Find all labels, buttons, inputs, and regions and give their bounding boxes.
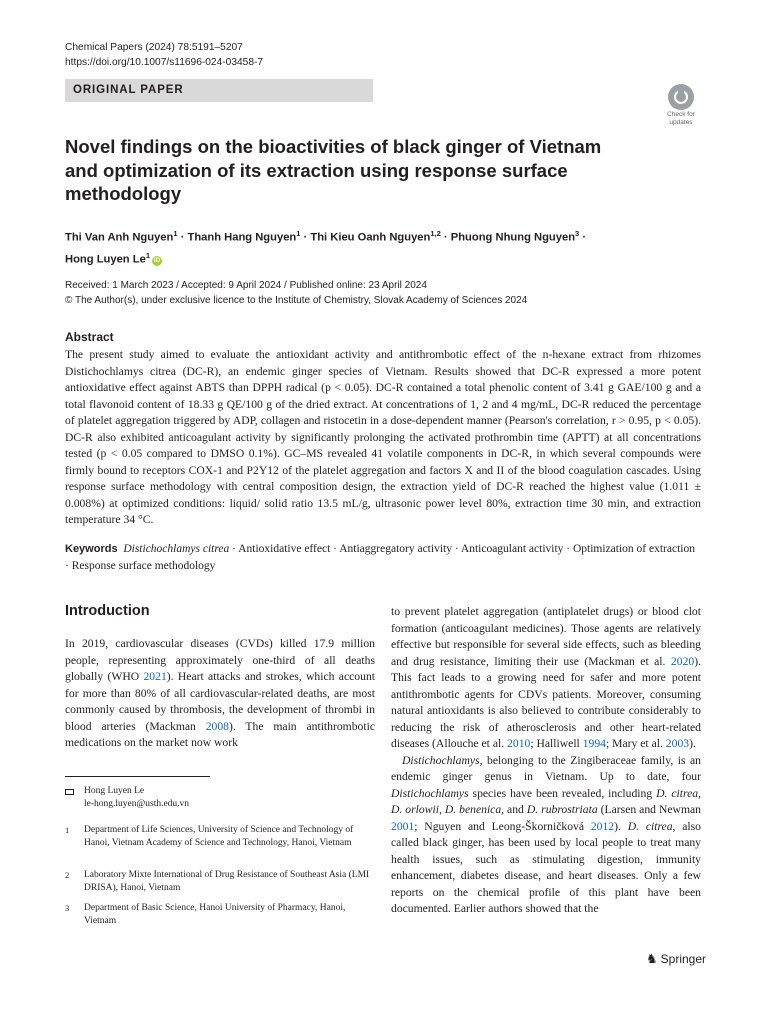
journal-doi[interactable]: https://doi.org/10.1007/s11696-024-03458-7 xyxy=(65,57,264,68)
intro-paragraph: to prevent platelet aggregation (antiplatelet drugs) or blood clot formation (anticoagulant medicines). Those agents are relatively effective but responsible for several side effects, such as bleeding and drug resistance, limiting their use (Mackman et al. 2020). This fact leads to a growing need for safer and more potent antithrombotic agents for CDVs patients. Moreover, consuming natural antioxidants is also believed to contribute considerably to reducing the risk of atherosclerosis and other heart-related diseases (Allouche et al. 2010; Halliwell 1994; Mary et al. 2003). xyxy=(391,605,701,750)
affiliation-item xyxy=(65,869,375,897)
citation-link[interactable]: 1994 xyxy=(582,737,606,750)
envelope-icon xyxy=(65,785,79,798)
paper-title: Novel findings on the bioactivities of black ginger of Vietnam and optimization of its extraction using response surface methodology xyxy=(65,136,602,204)
keyword-first: Distichochlamys citrea xyxy=(123,543,230,555)
author-affiliation: 1 xyxy=(173,229,178,238)
publication-dates xyxy=(65,279,527,308)
abstract-heading: Abstract xyxy=(65,330,114,344)
citation-link[interactable]: 2021 xyxy=(143,670,167,683)
orcid-icon[interactable]: iD xyxy=(153,257,161,265)
affiliation-item xyxy=(65,902,375,930)
citation-link[interactable]: 2010 xyxy=(507,737,531,750)
affiliation-number: 2 xyxy=(65,870,70,880)
author-separator: · xyxy=(440,231,451,244)
author-separator: · xyxy=(177,231,188,244)
publisher-name: Springer xyxy=(660,952,707,966)
author-name[interactable]: Thi Van Anh Nguyen xyxy=(65,231,174,244)
intro-paragraph: Distichochlamys, belonging to the Zingiberaceae family, is an endemic ginger genus in Vietnam. Up to date, four Distichochlamys species have been revealed, including D. citrea, D. orlowii, D. benenica, and D. rubrostriata (Larsen and Newman 2001; Nguyen and Leong-Škorničková 2012). D. citrea, also called black ginger, has been used by local people to treat many health issues, such as stimulating digestion, immunity enhancement, diabetes disease, and heart diseases. Only a few reports on the chemical profile of this plant have been documented. Earlier authors showed that the xyxy=(391,753,702,915)
correspondence xyxy=(65,785,375,813)
citation-link[interactable]: 2008 xyxy=(205,719,229,733)
intro-right-column xyxy=(391,604,701,918)
author-name[interactable]: Phuong Nhung Nguyen xyxy=(450,231,576,244)
keywords-heading: Keywords xyxy=(65,543,118,555)
affiliation-text: Department of Life Sciences, University of Science and Technology of Hanoi, Vietnam Academy of Science and Technology, Hanoi, Vietnam xyxy=(84,825,354,848)
author-list xyxy=(65,225,685,268)
intro-left-column xyxy=(65,636,375,752)
corresponding-author: Hong Luyen Le xyxy=(84,786,145,796)
keyword-rest: · Antioxidative effect · Antiaggregatory activity · Anticoagulant activity · Optimization of extraction · Response surface methodology xyxy=(65,543,695,572)
affiliation-item xyxy=(65,824,375,864)
badge-line-2: updates xyxy=(669,119,693,126)
author-affiliation: 1 xyxy=(145,250,150,260)
publisher-logo xyxy=(646,951,706,967)
abstract-text: The present study aimed to evaluate the antioxidant activity and antithrombotic effect of the n-hexane extract from rhizomes Distichochlamys citrea (DC-R), an endemic ginger species of Vietnam. Results showed that DC-R expressed a more potent antioxidative effect against ABTS than DPPH radical (p < 0.05). DC-R contained a total phenolic content of 3.41 g GAE/100 g and a total flavonoid content of 18.33 g QE/100 g of the dried extract. At concentrations of 1, 2 and 4 mg/mL, DC-R reduced the percentage of platelet aggregation triggered by ADP, collagen and ristocetin in a dose-dependent manner (Pearson's correlation, r > 0.95, p < 0.05). DC-R also exhibited anticoagulant activity by significantly prolonging the activated prothrombin time (APTT) at all concentrations tested (p < 0.05 compared to DMSO 0.1%). GC–MS revealed 41 volatile components in DC-R, in which several compounds were firmly bound to receptors COX-1 and P2Y12 of the platelet aggregation and factors X and II of the blood coagulation cascades. Using response surface methodology with central composition design, the extraction yield of DC-R reached the highest value (1.011 ± 0.008%) at optimized conditions: liquid/ solid ratio 13.5 mL/g, ultrasonic power level 80%, extraction time 30 min, and extraction temperature 34 °C. xyxy=(65,348,701,526)
citation-link[interactable]: 2001 xyxy=(391,819,415,833)
author-affiliation: 1 xyxy=(296,229,301,238)
author-separator: · xyxy=(300,231,311,244)
journal-header xyxy=(65,40,263,70)
affiliation-number: 3 xyxy=(65,903,70,913)
citation-link[interactable]: 2012 xyxy=(590,819,615,833)
section-label: ORIGINAL PAPER xyxy=(65,79,373,102)
author-affiliation: 1,2 xyxy=(430,229,441,238)
citation-link[interactable]: 2003 xyxy=(665,737,690,750)
affiliation-text: Department of Basic Science, Hanoi University of Pharmacy, Hanoi, Vietnam xyxy=(84,903,346,926)
author-separator: · xyxy=(579,231,587,244)
footnote-divider xyxy=(65,776,210,777)
author-affiliation: 3 xyxy=(575,229,580,238)
intro-paragraph: In 2019, cardiovascular diseases (CVDs) killed 17.9 million people, representing approximately one-third of all deaths globally (WHO 2021). Heart attacks and strokes, which account for more than 80% of all cardiovascular-related deaths, are most commonly caused by thrombosis, the development of thrombi in blood arteries (Mackman 2008). The main antithrombotic medications on the market now work xyxy=(65,637,376,749)
affiliation-text: Laboratory Mixte International of Drug Resistance of Southeast Asia (LMI DRISA), Hanoi, Vietnam xyxy=(84,870,370,893)
author-name[interactable]: Hong Luyen Le xyxy=(65,253,146,266)
update-icon xyxy=(668,84,694,110)
citation-link[interactable]: 2020 xyxy=(670,654,695,668)
copyright-line: © The Author(s), under exclusive licence to the Institute of Chemistry, Slovak Academy of Sciences 2024 xyxy=(65,294,528,306)
corresponding-email[interactable]: le-hong.luyen@usth.edu.vn xyxy=(84,799,190,809)
affiliation-number: 1 xyxy=(65,825,70,835)
keywords xyxy=(65,541,701,574)
dates-line: Received: 1 March 2023 / Accepted: 9 April 2024 / Published online: 23 April 2024 xyxy=(65,280,427,291)
introduction-heading: Introduction xyxy=(65,603,150,619)
author-name[interactable]: Thanh Hang Nguyen xyxy=(187,231,297,244)
author-name[interactable]: Thi Kieu Oanh Nguyen xyxy=(310,231,431,244)
check-for-updates-badge[interactable] xyxy=(661,84,701,124)
badge-line-1: Check for xyxy=(667,111,695,118)
springer-horse-icon: ♞ xyxy=(646,951,658,966)
journal-citation: Chemical Papers (2024) 78:5191–5207 xyxy=(65,42,243,53)
